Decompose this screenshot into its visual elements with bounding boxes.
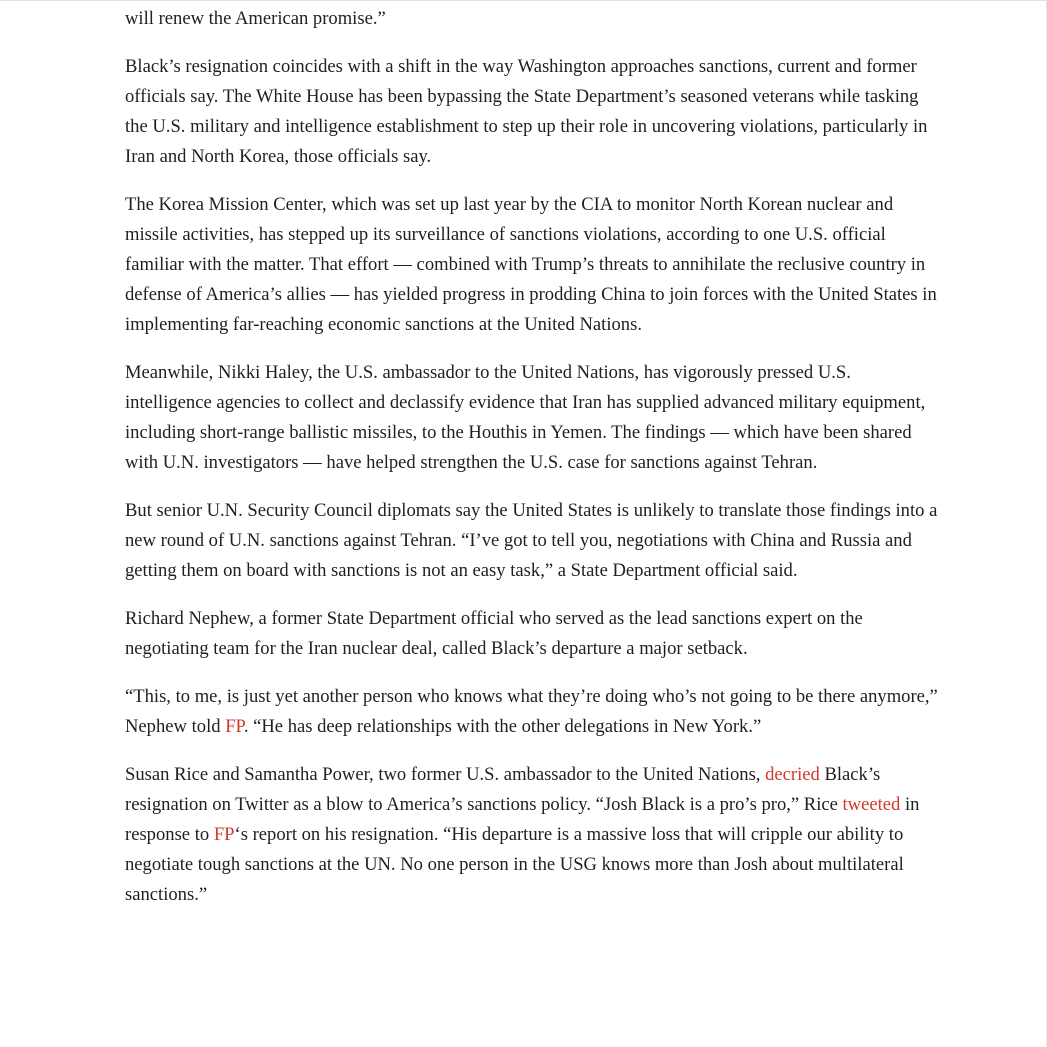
article-paragraph-2: Black’s resignation coincides with a shift in the way Washington approaches sanctions, current and former officials say. The White House has been bypassing the State Department’s seasoned veterans while tasking the U.S. military and intelligence establishment to step up their role in uncovering violations, particularly in Iran and North Korea, those officials say. — [125, 56, 928, 167]
article-paragraph-3: The Korea Mission Center, which was set up last year by the CIA to monitor North Korean nuclear and missile activities, has stepped up its surveillance of sanctions violations, according to one U.S. official familiar with the matter. That effort — combined with Trump’s threats to annihilate the reclusive country in defense of America’s allies — has yielded progress in prodding China to join forces with the United States in implementing far-reaching economic sanctions at the United Nations. — [125, 194, 937, 335]
paragraph-text: ‘s report on his resignation. “His departure is a massive loss that will cripple our ability to negotiate tough sanctions at the UN. No one person in the USG knows more than Josh about multilateral sanctions.” — [125, 824, 904, 905]
fp-report-link[interactable]: FP — [213, 824, 235, 845]
paragraph-text: . “He has deep relationships with the other delegations in New York.” — [243, 716, 762, 737]
article-body — [125, 4, 940, 928]
article-paragraph-4: Meanwhile, Nikki Haley, the U.S. ambassador to the United Nations, has vigorously pressed U.S. intelligence agencies to collect and declassify evidence that Iran has supplied advanced military equipment, including short-range ballistic missiles, to the Houthis in Yemen. The findings — which have been shared with U.N. investigators — have helped strengthen the U.S. case for sanctions against Tehran. — [125, 362, 926, 473]
article-paragraph-6: Richard Nephew, a former State Department official who served as the lead sanctions expert on the negotiating team for the Iran nuclear deal, called Black’s departure a major setback. — [125, 608, 863, 659]
top-divider — [0, 0, 1047, 1]
paragraph-text: Susan Rice and Samantha Power, two former U.S. ambassador to the United Nations, — [125, 764, 766, 785]
article-paragraph-1: will renew the American promise.” — [125, 8, 386, 29]
paragraph-text: Black’s resignation on Twitter as a blow to America’s sanctions policy. “Josh Black is a pro’s pro,” Rice — [125, 764, 881, 815]
article-paragraph-8 — [125, 760, 940, 910]
tweeted-link[interactable]: tweeted — [842, 794, 901, 815]
fp-link[interactable]: FP — [225, 716, 244, 737]
decried-link[interactable]: decried — [765, 764, 820, 785]
article-paragraph-7 — [125, 682, 940, 742]
article-paragraph-5: But senior U.N. Security Council diplomats say the United States is unlikely to translate those findings into a new round of U.N. sanctions against Tehran. “I’ve got to tell you, negotiations with China and Russia and getting them on board with sanctions is not an easy task,” a State Department official said. — [125, 500, 938, 581]
paragraph-text: “This, to me, is just yet another person who knows what they’re doing who’s not going to be there anymore,” Nephew told — [125, 686, 938, 737]
paragraph-text: in response to — [125, 794, 920, 845]
